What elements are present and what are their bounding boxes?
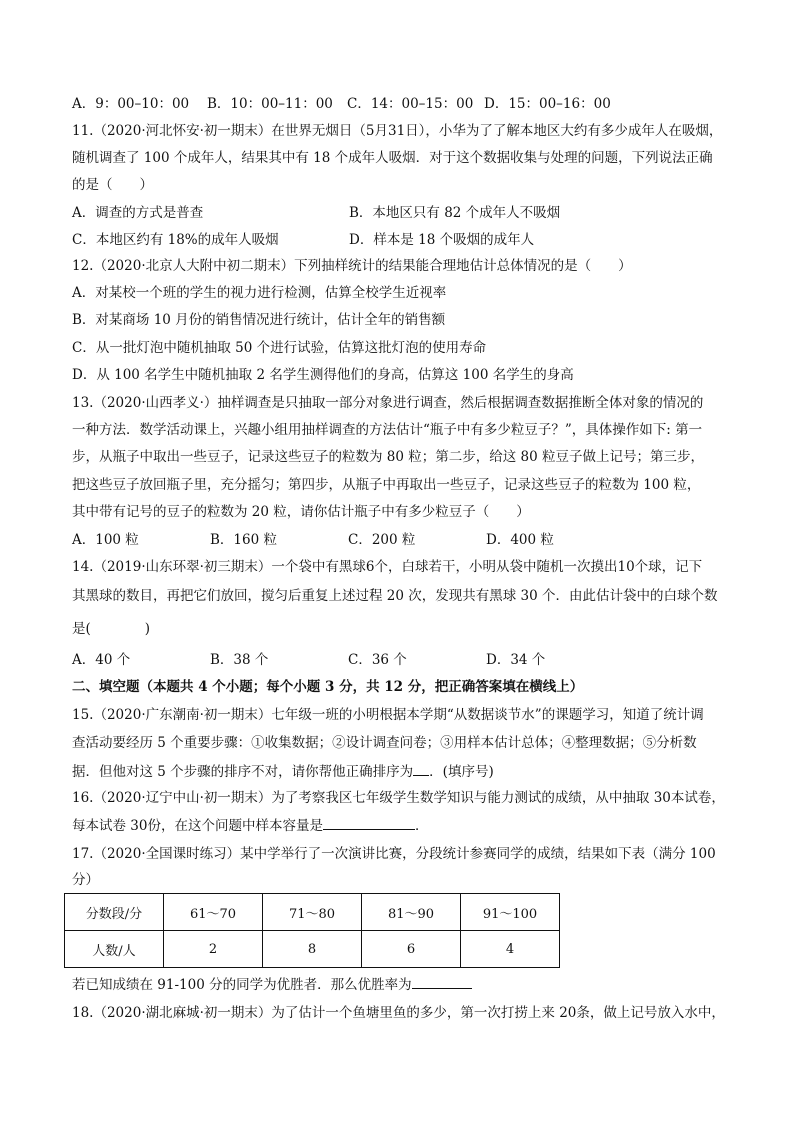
q14-option-a: A．40 个 [72,652,131,668]
q13-stem-line-2: 一种方法．数学活动课上，兴趣小组用抽样调查的方法估计“瓶子中有多少粒豆子？”，具体操作如下: 第一 [72,422,703,438]
q13-stem-line-1: 13.（2020·山西孝义·）抽样调查是只抽取一部分对象进行调查，然后根据调查数据推断全体对象的情况的 [72,395,704,411]
q13-stem-line-4: 把这些豆子放回瓶子里，充分摇匀；第四步，从瓶子中再取出一些豆子，记录这些豆子的粒数为 100 粒， [72,477,701,493]
q13-option-d: D．400 粒 [486,532,554,548]
table-cell: 8 [263,931,362,968]
table-cell: 4 [461,931,560,968]
q16-text-before-blank: 每本试卷 30份，在这个问题中样本容量是 [72,818,323,834]
table-row [65,894,560,931]
q17-score-table [64,893,560,968]
q17-answer-blank[interactable] [412,975,472,989]
q14-option-c: C．36 个 [348,652,407,668]
q15-text-before-blank: 据．但他对这 5 个步骤的排序不对，请你帮他正确排序为 [72,764,414,780]
q15-stem-line-3 [72,762,722,781]
q11-option-a: A．调查的方式是普查 [72,205,204,221]
q13-option-b: B．160 粒 [210,532,277,548]
q12-option-b: B．对某商场 10 月份的销售情况进行统计，估计全年的销售额 [72,312,446,328]
q13-stem-line-3: 步，从瓶子中取出一些豆子，记录这些豆子的粒数为 80 粒；第二步，给这 80 粒豆子做上记号；第三步， [72,449,705,465]
q15-stem-line-1: 15.（2020·广东潮南·初一期末）七年级一班的小明根据本学期“从数据谈节水”的课题学习，知道了统计调 [72,707,704,723]
q12-option-d: D．从 100 名学生中随机抽取 2 名学生测得他们的身高，估算这 100 名学生的身高 [72,367,574,383]
q17-after-table [72,975,722,994]
q13-stem-line-5: 其中带有记号的豆子的粒数为 20 粒，请你估计瓶子中有多少粒豆子（ ） [72,504,530,520]
q17-stem-line-2: 分） [72,872,99,888]
section-2-heading: 二、填空题（本题共 4 个小题；每个小题 3 分，共 12 分，把正确答案填在横线上） [72,679,584,695]
table-row [65,931,560,968]
q16-text-after-blank: ． [414,818,429,834]
q12-option-c: C．从一批灯泡中随机抽取 50 个进行试验，估算这批灯泡的使用寿命 [72,340,487,356]
q13-option-a: A．100 粒 [72,532,139,548]
q10-option-c: C．14：00–15：00 [347,96,474,112]
q15-answer-blank[interactable] [413,762,429,776]
q11-option-b: B．本地区只有 82 个成年人不吸烟 [349,205,561,221]
q15-stem-line-2: 查活动要经历 5 个重要步骤：①收集数据；②设计调查问卷；③用样本估计总体；④整理数据；⑤分析数 [72,735,697,751]
q10-option-a: A．9：00–10：00 [72,96,190,112]
table-header-cell: 91～100 [461,894,560,931]
q12-option-a: A．对某校一个班的学生的视力进行检测，估算全校学生近视率 [72,285,447,301]
q17-stem-line-1: 17.（2020·全国课时练习）某中学举行了一次演讲比赛，分段统计参赛同学的成绩，结果如下表（满分 100 [72,846,716,862]
q14-stem-line-3: 是( ) [72,621,151,637]
q14-option-b: B．38 个 [210,652,269,668]
q14-stem-line-2: 其黑球的数目，再把它们放回，搅匀后重复上述过程 20 次，发现共有黑球 30 个．由此估计袋中的白球个数 [72,588,718,604]
q13-option-c: C．200 粒 [348,532,416,548]
q10-option-b: B．10：00–11：00 [207,96,333,112]
q11-options-row-2 [72,231,722,249]
q13-options [72,531,722,549]
q14-option-d: D．34 个 [486,652,546,668]
table-header-cell: 分数段/分 [65,894,164,931]
q11-options-row-1 [72,204,722,222]
q17-text-before-blank: 若已知成绩在 91-100 分的同学为优胜者．那么优胜率为 [72,977,412,993]
q11-option-c: C．本地区约有 18%的成年人吸烟 [72,232,279,248]
q16-stem-line-1: 16.（2020·辽宁中山·初一期末）为了考察我区七年级学生数学知识与能力测试的成绩，从中抽取 30本试卷， [72,790,725,806]
q10-options [72,95,722,113]
q15-text-after-blank: ．(填序号) [429,764,494,780]
q16-stem-line-2 [72,816,722,835]
q10-option-d: D．15：00–16：00 [484,96,611,112]
q11-stem-line-1: 11.（2020·河北怀安·初一期末）在世界无烟日（5月31日），小华为了了解本地区大约有多少成年人在吸烟， [72,123,723,139]
table-cell: 6 [362,931,461,968]
q11-option-d: D．样本是 18 个吸烟的成年人 [349,232,535,248]
table-header-cell: 71～80 [263,894,362,931]
table-header-cell: 81～90 [362,894,461,931]
q14-stem-line-1: 14.（2019·山东环翠·初三期末）一个袋中有黑球6个，白球若干，小明从袋中随机一次摸出10个球，记下 [72,559,703,575]
table-cell: 2 [164,931,263,968]
table-header-cell: 61～70 [164,894,263,931]
q11-stem-line-2: 随机调查了 100 个成年人，结果其中有 18 个成年人吸烟．对于这个数据收集与处理的问题，下列说法正确 [72,150,713,166]
table-cell: 人数/人 [65,931,164,968]
q16-answer-blank[interactable] [323,816,415,830]
q12-stem: 12.（2020·北京人大附中初二期末）下列抽样统计的结果能合理地估计总体情况的是（ ） [72,258,632,274]
q18-stem-line-1: 18.（2020·湖北麻城·初一期末）为了估计一个鱼塘里鱼的多少，第一次打捞上来 20条，做上记号放入水中， [72,1005,725,1021]
q14-options [72,651,722,669]
q11-stem-line-3: 的是（ ） [72,177,153,193]
